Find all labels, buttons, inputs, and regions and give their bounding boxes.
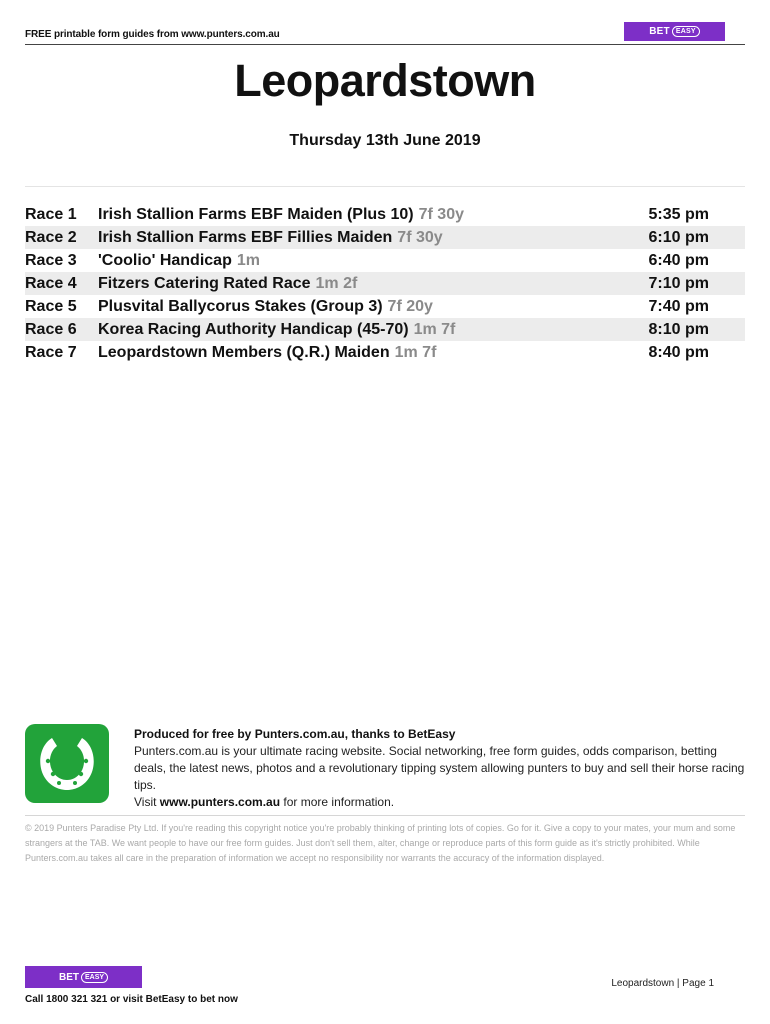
race-row xyxy=(25,341,745,364)
promo-divider xyxy=(25,815,745,816)
race-time: 6:10 pm xyxy=(648,228,709,246)
horseshoe-icon xyxy=(25,724,109,803)
race-name: Fitzers Catering Rated Race xyxy=(98,274,311,292)
race-distance: 1m 2f xyxy=(315,274,358,292)
page-number: Leopardstown | Page 1 xyxy=(611,978,714,989)
race-name: Korea Racing Authority Handicap (45-70) xyxy=(98,320,409,338)
race-name: Leopardstown Members (Q.R.) Maiden xyxy=(98,343,390,361)
race-number: Race 2 xyxy=(25,228,77,246)
badge-easy-text: EASY xyxy=(81,972,108,983)
race-number: Race 1 xyxy=(25,205,77,223)
beteasy-footer-badge[interactable] xyxy=(25,966,142,988)
visit-suffix: for more information. xyxy=(283,795,395,809)
race-number: Race 6 xyxy=(25,320,77,338)
race-time: 8:10 pm xyxy=(648,320,709,338)
race-name: Plusvital Ballycorus Stakes (Group 3) xyxy=(98,297,383,315)
race-name: 'Coolio' Handicap xyxy=(98,251,232,269)
promo-body: Punters.com.au is your ultimate racing website. Social networking, free form guides, odds comparison, betting deals, the latest news, photos and a revolutionary tipping system allowing punters to buy and sell their horse racing tips. xyxy=(134,744,745,792)
race-number: Race 4 xyxy=(25,274,77,292)
race-distance: 7f 30y xyxy=(397,228,443,246)
race-name: Irish Stallion Farms EBF Maiden (Plus 10) xyxy=(98,205,414,223)
race-time: 8:40 pm xyxy=(648,343,709,361)
copyright-notice: © 2019 Punters Paradise Pty Ltd. If you're reading this copyright notice you're probably thinking of printing lots of copies. Go for it. Give a copy to your mates, your mum and some strangers at the TAB. We want people to have our free form guides. Just don't sell them, alter, change or reproduce parts of this form guide as it's strictly prohibited. While Punters.com.au takes all care in the preparation of information we accept no responsibility nor warrants the accuracy of the information displayed. xyxy=(25,823,736,863)
footer-call-to-action: Call 1800 321 321 or visit BetEasy to bet now xyxy=(25,994,238,1005)
race-distance: 1m 7f xyxy=(394,343,437,361)
promo-text xyxy=(134,726,746,811)
promo-heading: Produced for free by Punters.com.au, thanks to BetEasy xyxy=(134,727,456,741)
race-row xyxy=(25,272,745,295)
race-number: Race 5 xyxy=(25,297,77,315)
badge-bet-text: BET xyxy=(58,971,79,983)
race-row xyxy=(25,318,745,341)
beteasy-header-badge[interactable] xyxy=(624,22,725,41)
horseshoe-logo-icon xyxy=(25,724,109,803)
race-number: Race 3 xyxy=(25,251,77,269)
race-list xyxy=(25,203,745,364)
race-time: 7:40 pm xyxy=(648,297,709,315)
race-distance: 1m 7f xyxy=(413,320,456,338)
race-row xyxy=(25,295,745,318)
badge-easy-text: EASY xyxy=(672,26,700,37)
race-distance: 1m xyxy=(236,251,260,269)
top-header-bar xyxy=(25,22,745,45)
free-guides-note: FREE printable form guides from www.punters.com.au xyxy=(25,29,280,40)
race-time: 5:35 pm xyxy=(648,205,709,223)
race-number: Race 7 xyxy=(25,343,77,361)
race-time: 7:10 pm xyxy=(648,274,709,292)
promo-section xyxy=(25,724,745,809)
race-distance: 7f 30y xyxy=(418,205,464,223)
punters-link[interactable]: www.punters.com.au xyxy=(159,795,281,809)
badge-bet-text: BET xyxy=(649,26,670,37)
race-time: 6:40 pm xyxy=(648,251,709,269)
meeting-date: Thursday 13th June 2019 xyxy=(289,132,481,149)
header-divider xyxy=(25,186,745,187)
race-row xyxy=(25,203,745,226)
race-row xyxy=(25,226,745,249)
race-row xyxy=(25,249,745,272)
race-name: Irish Stallion Farms EBF Fillies Maiden xyxy=(98,228,393,246)
race-distance: 7f 20y xyxy=(387,297,433,315)
page-title: Leopardstown xyxy=(234,55,536,106)
promo-visit-line xyxy=(134,794,746,811)
visit-prefix: Visit xyxy=(134,795,157,809)
